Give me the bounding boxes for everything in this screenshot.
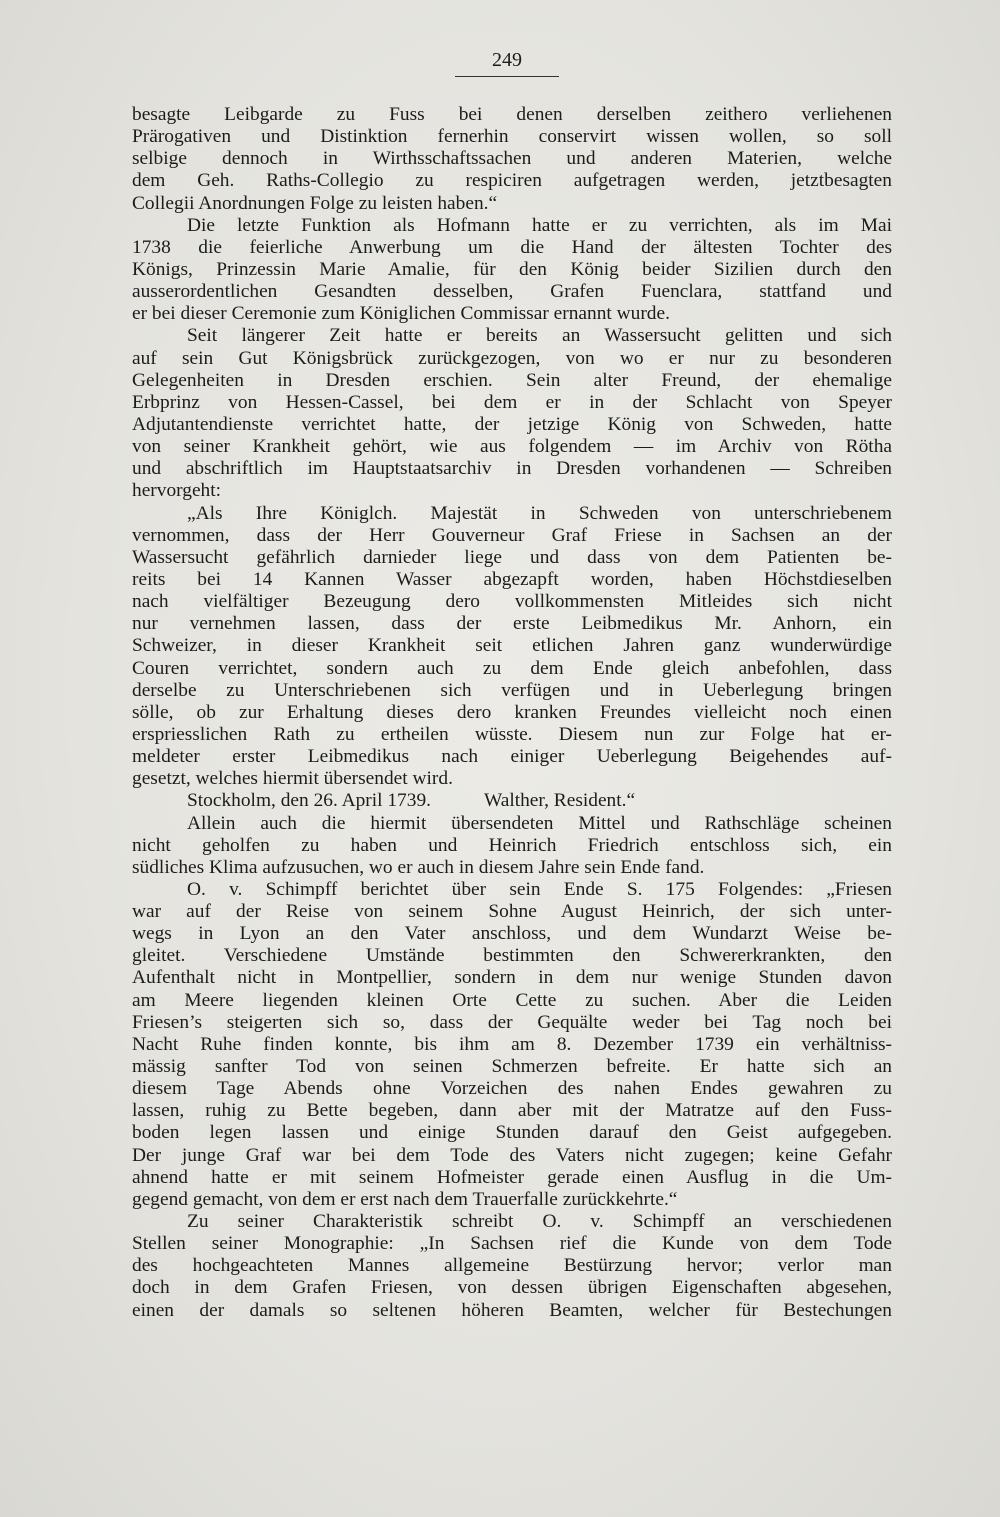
text-line: gleitet. Verschiedene Umstände bestimmten den Schwererkrankten, den xyxy=(132,945,892,967)
text-line: besagte Leibgarde zu Fuss bei denen derselben zeithero verliehenen xyxy=(132,104,892,125)
text-line: Erbprinz von Hessen-Cassel, bei dem er in der Schlacht von Speyer xyxy=(132,391,892,413)
text-line: vernommen, dass der Herr Gouverneur Graf Friese in Sachsen an der xyxy=(132,524,892,546)
text-line: doch in dem Grafen Friesen, von dessen übrigen Eigenschaften abgesehen, xyxy=(132,1277,892,1299)
text-line: Zu seiner Charakteristik schreibt O. v. Schimpff an verschiedenen xyxy=(187,1211,892,1233)
text-line: 1738 die feierliche Anwerbung um die Hand der ältesten Tochter des xyxy=(132,236,892,258)
text-line: wegs in Lyon an den Vater anschloss, und dem Wundarzt Weise be- xyxy=(132,923,892,945)
text-line: reits bei 14 Kannen Wasser abgezapft worden, haben Höchstdieselben xyxy=(132,568,892,590)
text-line: des hochgeachteten Mannes allgemeine Bestürzung hervor; verlor man xyxy=(132,1255,892,1277)
text-line: Nacht Ruhe finden konnte, bis ihm am 8. Dezember 1739 ein verhältniss- xyxy=(132,1033,892,1055)
text-line: O. v. Schimpff berichtet über sein Ende S. 175 Folgendes: „Friesen xyxy=(187,878,892,900)
text-line: einen der damals so seltenen höheren Beamten, welcher für Bestechungen xyxy=(132,1299,892,1321)
text-line: auf sein Gut Königsbrück zurückgezogen, von wo er nur zu besonderen xyxy=(132,347,892,369)
text-line: gegend gemacht, von dem er erst nach dem Trauerfalle zurückkehrte.“ xyxy=(132,1188,678,1210)
text-line: derselbe zu Unterschriebenen sich verfügen und in Ueberlegung bringen xyxy=(132,679,892,701)
text-line: boden legen lassen und einige Stunden darauf den Geist aufgegeben. xyxy=(132,1122,892,1144)
text-line: ausserordentlichen Gesandten desselben, Grafen Fuenclara, stattfand und xyxy=(132,281,892,303)
text-line: und abschriftlich im Hauptstaatsarchiv in Dresden vorhandenen — Schreiben xyxy=(132,458,892,480)
text-line: Collegii Anordnungen Folge zu leisten haben.“ xyxy=(132,192,498,214)
text-line: Königs, Prinzessin Marie Amalie, für den König beider Sizilien durch den xyxy=(132,258,892,280)
text-line: er bei dieser Ceremonie zum Königlichen Commissar ernannt wurde. xyxy=(132,303,670,325)
text-line: Wassersucht gefährlich darnieder liege und dass von dem Patienten be- xyxy=(132,546,892,568)
text-line: Gelegenheiten in Dresden erschien. Sein alter Freund, der ehemalige xyxy=(132,369,892,391)
text-line: sölle, ob zur Erhaltung dieses dero kranken Freundes vielleicht noch einen xyxy=(132,701,892,723)
text-line: Die letzte Funktion als Hofmann hatte er zu verrichten, als im Mai xyxy=(187,214,892,236)
text-line: südliches Klima aufzusuchen, wo er auch in diesem Jahre sein Ende fand. xyxy=(132,856,705,878)
text-line: diesem Tage Abends ohne Vorzeichen des nahen Endes gewahren zu xyxy=(132,1078,892,1100)
text-line: ahnend hatte er mit seinem Hofmeister gerade einen Ausflug in die Um- xyxy=(132,1166,892,1188)
text-line: nicht geholfen zu haben und Heinrich Friedrich entschloss sich, ein xyxy=(132,834,892,856)
text-line: gesetzt, welches hiermit übersendet wird. xyxy=(132,768,453,790)
text-line: Friesen’s steigerten sich so, dass der Gequälte weder bei Tag noch bei xyxy=(132,1011,892,1033)
text-line: Aufenthalt nicht in Montpellier, sondern in dem nur wenige Stunden davon xyxy=(132,967,892,989)
text-line: „Als Ihre Königlch. Majestät in Schweden von unterschriebenem xyxy=(187,502,892,524)
text-line: Prärogativen und Distinktion fernerhin conservirt wissen wollen, so soll xyxy=(132,126,892,148)
text-line: meldeter erster Leibmedikus nach einiger Ueberlegung Beigehendes auf- xyxy=(132,746,892,768)
text-line: von seiner Krankheit gehört, wie aus folgendem — im Archiv von Rötha xyxy=(132,436,892,458)
page-number: 249 xyxy=(455,46,559,77)
text-line: lassen, ruhig zu Bette begeben, dann aber mit der Matratze auf den Fuss- xyxy=(132,1100,892,1122)
text-line: selbige dennoch in Wirthsschaftssachen und anderen Materien, welche xyxy=(132,148,892,170)
text-line: Seit längerer Zeit hatte er bereits an Wassersucht gelitten und sich xyxy=(187,325,892,347)
text-line: dem Geh. Raths-Collegio zu respiciren aufgetragen werden, jetztbesagten xyxy=(132,170,892,192)
text-line: Adjutantendienste verrichtet hatte, der jetzige König von Schweden, hatte xyxy=(132,413,892,435)
text-line: hervorgeht: xyxy=(132,480,222,502)
text-line: war auf der Reise von seinem Sohne August Heinrich, der sich unter- xyxy=(132,901,892,923)
text-line: Schweizer, in dieser Krankheit seit etlichen Jahren ganz wunderwürdige xyxy=(132,635,892,657)
text-line: am Meere liegenden kleinen Orte Cette zu suchen. Aber die Leiden xyxy=(132,989,892,1011)
text-line: Couren verrichtet, sondern auch zu dem Ende gleich anbefohlen, dass xyxy=(132,657,892,679)
text-line: Allein auch die hiermit übersendeten Mittel und Rathschläge scheinen xyxy=(187,812,892,834)
text-line: nach vielfältiger Bezeugung dero vollkommensten Mitleides sich nicht xyxy=(132,591,892,613)
text-line: Der junge Graf war bei dem Tode des Vaters nicht zugegen; keine Gefahr xyxy=(132,1144,892,1166)
text-line: Stockholm, den 26. April 1739. Walther, Resident.“ xyxy=(187,790,636,812)
text-line: Stellen seiner Monographie: „In Sachsen rief die Kunde von dem Tode xyxy=(132,1233,892,1255)
text-line: erspriesslichen Rath zu ertheilen wüsste. Diesem nun zur Folge hat er- xyxy=(132,723,892,745)
text-line: nur vernehmen lassen, dass der erste Leibmedikus Mr. Anhorn, ein xyxy=(132,613,892,635)
body-text xyxy=(132,104,892,1322)
text-line: mässig sanfter Tod von seinen Schmerzen befreite. Er hatte sich an xyxy=(132,1056,892,1078)
